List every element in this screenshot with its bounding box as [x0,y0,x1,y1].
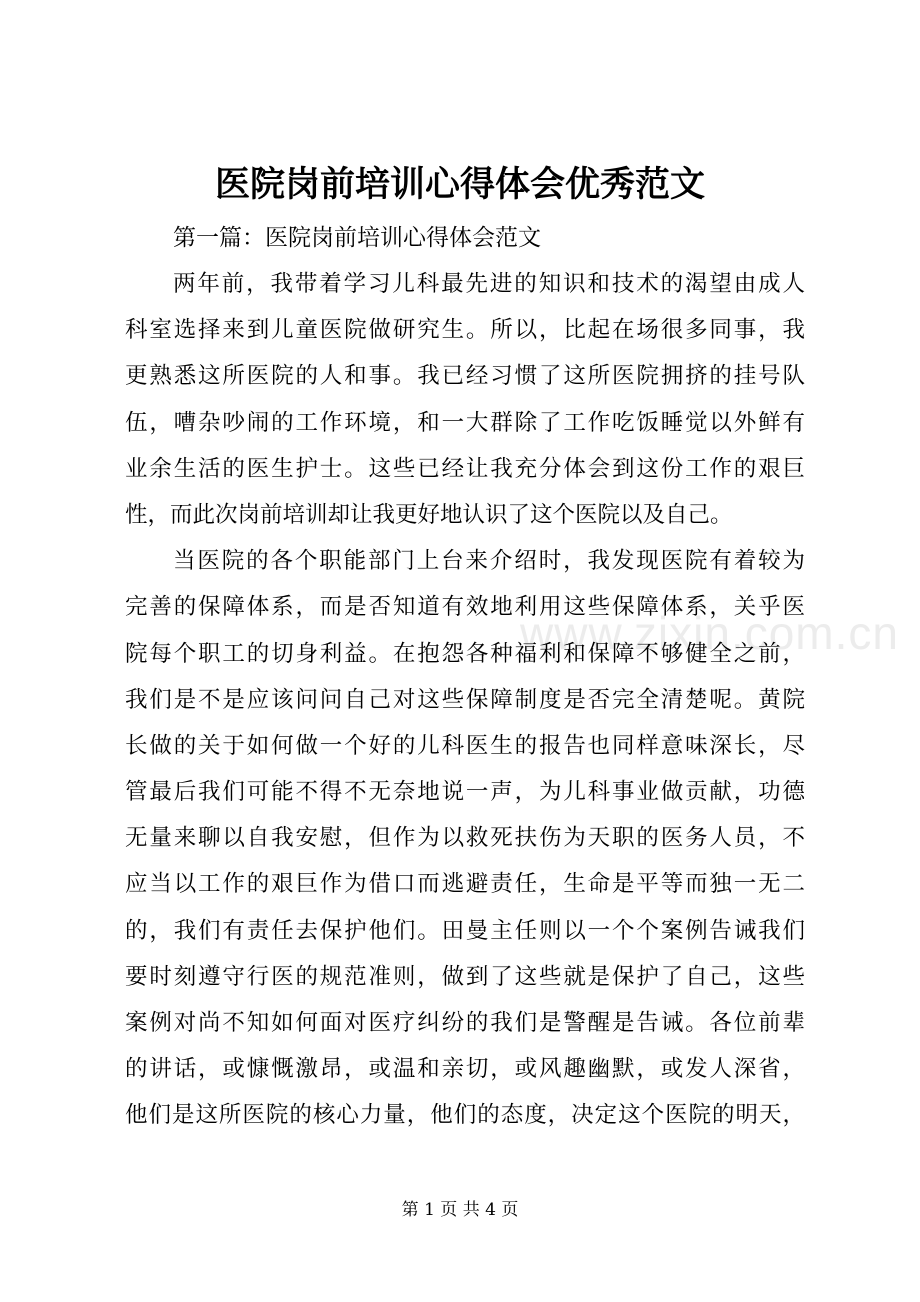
paragraph-line: 管最后我们可能不得不无奈地说一声，为儿科事业做贡献，功德 [125,779,805,806]
document-title: 医院岗前培训心得体会优秀范文 [214,164,705,205]
paragraph-line: 完善的保障体系，而是否知道有效地利用这些保障体系，关乎医 [125,594,805,621]
paragraph-line: 更熟悉这所医院的人和事。我已经习惯了这所医院拥挤的挂号队 [125,363,805,390]
paragraph-line: 伍，嘈杂吵闹的工作环境，和一大群除了工作吃饭睡觉以外鲜有 [125,409,805,436]
paragraph-line: 应当以工作的艰巨作为借口而逃避责任，生命是平等而独一无二 [125,871,805,898]
paragraph-line: 无量来聊以自我安慰，但作为以救死扶伤为天职的医务人员，不 [125,825,805,852]
paragraph-line: 的，我们有责任去保护他们。田曼主任则以一个个案例告诫我们 [125,917,805,944]
paragraph [125,261,805,538]
paragraph [125,538,805,1138]
paragraph-line: 长做的关于如何做一个好的儿科医生的报告也同样意味深长，尽 [125,732,805,759]
paragraph-line: 要时刻遵守行医的规范准则，做到了这些就是保护了自己，这些 [125,963,805,990]
paragraph-line: 我们是不是应该问问自己对这些保障制度是否完全清楚呢。黄院 [125,686,805,713]
paragraph-line: 院每个职工的切身利益。在抱怨各种福利和保障不够健全之前， [125,640,805,667]
paragraph-line: 案例对尚不知如何面对医疗纠纷的我们是警醒是告诫。各位前辈 [125,1010,805,1036]
watermark: www.zixin.com.cn [520,607,899,659]
paragraph-line: 当医院的各个职能部门上台来介绍时，我发现医院有着较为 [173,548,805,575]
paragraph-line: 科室选择来到儿童医院做研究生。所以，比起在场很多同事，我 [125,317,805,344]
paragraph-line: 性，而此次岗前培训却让我更好地认识了这个医院以及自己。 [125,501,733,528]
section-heading: 第一篇：医院岗前培训心得体会范文 [173,225,541,251]
page-footer: 第 1 页 共 4 页 [401,1200,519,1220]
paragraph-line: 的讲话，或慷慨激昂，或温和亲切，或风趣幽默，或发人深省， [125,1056,805,1083]
paragraph-line: 两年前，我带着学习儿科最先进的知识和技术的渴望由成人 [173,271,805,297]
body-text [125,261,805,1139]
paragraph-line: 业余生活的医生护士。这些已经让我充分体会到这份工作的艰巨 [125,455,805,482]
paragraph-line: 他们是这所医院的核心力量，他们的态度，决定这个医院的明天， [125,1102,805,1129]
